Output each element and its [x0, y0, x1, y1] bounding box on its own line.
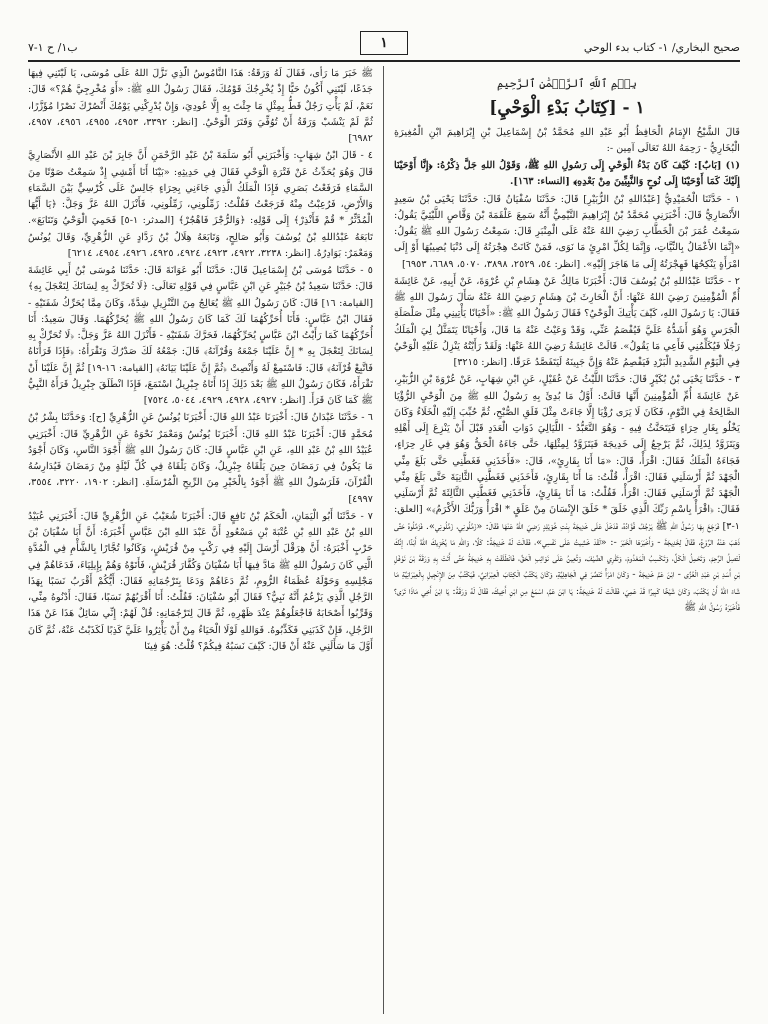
basmala: بِسۡمِ ٱللَّهِ ٱلرَّحۡمَٰنِ ٱلرَّحِيمِ: [496, 77, 638, 90]
header-chapter-ref: ب١/ ح ١-٧: [28, 40, 78, 54]
bab-heading: (١) [بَابٌ]: كَيْفَ كَانَ بَدْءُ الْوَحْيِ إِلَى رَسُولِ اللهِ ﷺ، وَقَوْلُ اللهِ جَلَّ ذِكْرُهُ: ﴿إِنَّا أَوْحَيْنَا إِلَيْكَ كَمَا أَوْحَيْنَا إِلَى نُوحٍ وَالنَّبِيِّينَ مِنْ بَعْدِهِ﴾ [النساء: ١٦٣].: [394, 160, 740, 188]
hadith-2: ٢ - حَدَّثَنَا عَبْدُاللهِ بْنُ يُوسُفَ قَالَ: أَخْبَرَنَا مَالِكٌ عَنْ هِشَامِ بْنِ عُرْوَةَ، عَنْ أَبِيهِ، عَنْ عَائِشَةَ أُمِّ الْمُؤْمِنِينَ رَضِيَ اللهُ عَنْهَا: أَنَّ الْحَارِثَ بْنَ هِشَامٍ رَضِيَ اللهُ عَنْهُ سَأَلَ رَسُولَ اللهِ ﷺ فَقَالَ: يَا رَسُولَ اللهِ، كَيْفَ يَأْتِيكَ الْوَحْيُ؟ فَقَالَ رَسُولُ اللهِ ﷺ: «أَحْيَانًا يَأْتِينِي مِثْلَ صَلْصَلَةِ الْجَرَسِ وَهُوَ أَشَدُّهُ عَلَيَّ فَيُفْصَمُ عَنِّي، وَقَدْ وَعَيْتُ عَنْهُ مَا قَالَ، وَأَحْيَانًا يَتَمَثَّلُ لِيَ الْمَلَكُ رَجُلًا فَيُكَلِّمُنِي فَأَعِي مَا يَقُولُ». قَالَتْ عَائِشَةُ رَضِيَ اللهُ عَنْهَا: وَلَقَدْ رَأَيْتُهُ يَنْزِلُ عَلَيْهِ الْوَحْيُ فِي الْيَوْمِ الشَّدِيدِ الْبَرْدِ فَيَفْصِمُ عَنْهُ وَإِنَّ جَبِينَهُ لَيَتَفَصَّدُ عَرَقًا. [انظر: ٣٢١٥]: [394, 275, 740, 368]
left-column: [28, 66, 384, 1014]
hadith-1: ١ - حَدَّثَنَا الْحُمَيْدِيُّ [عَبْدُاللهِ بْنُ الزُّبَيْرِ] قَالَ: حَدَّثَنَا سُفْيَانُ قَالَ: حَدَّثَنَا يَحْيَى بْنُ سَعِيدٍ الأَنْصَارِيُّ قَالَ: أَخْبَرَنِي مُحَمَّدُ بْنُ إِبْرَاهِيمَ التَّيْمِيُّ أَنَّهُ سَمِعَ عَلْقَمَةَ بْنَ وَقَّاصٍ اللَّيْثِيَّ يَقُولُ: سَمِعْتُ عُمَرَ بْنَ الْخَطَّابِ رَضِيَ اللهُ عَنْهُ عَلَى الْمِنْبَرِ قَالَ: سَمِعْتُ رَسُولَ اللهِ ﷺ يَقُولُ: «إِنَّمَا الأَعْمَالُ بِالنِّيَّاتِ، وَإِنَّمَا لِكُلِّ امْرِئٍ مَا نَوَى، فَمَنْ كَانَتْ هِجْرَتُهُ إِلَى دُنْيَا يُصِيبُهَا أَوْ إِلَى امْرَأَةٍ يَنْكِحُهَا فَهِجْرَتُهُ إِلَى مَا هَاجَرَ إِلَيْهِ». [انظر: ٥٤، ٢٥٢٩، ٣٨٩٨، ٥٠٧٠، ٦٦٨٩، ٦٩٥٣]: [394, 193, 740, 270]
page-number: ١: [360, 31, 408, 55]
right-column: [384, 66, 740, 1014]
hadith-5: ٥ - حَدَّثَنَا مُوسَى بْنُ إِسْمَاعِيلَ قَالَ: حَدَّثَنَا أَبُو عَوَانَةَ قَالَ: حَدَّثَنَا مُوسَى بْنُ أَبِي عَائِشَةَ قَالَ: حَدَّثَنَا سَعِيدُ بْنُ جُبَيْرٍ عَنِ ابْنِ عَبَّاسٍ فِي قَوْلِهِ تَعَالَى: ﴿لَا تُحَرِّكْ بِهِ لِسَانَكَ لِتَعْجَلَ بِهِ﴾ [القيامة: ١٦] قَالَ: كَانَ رَسُولُ اللهِ ﷺ يُعَالِجُ مِنَ التَّنْزِيلِ شِدَّةً، وَكَانَ مِمَّا يُحَرِّكُ شَفَتَيْهِ - فَقَالَ ابْنُ عَبَّاسٍ: فَأَنَا أُحَرِّكُهُمَا لَكَ كَمَا كَانَ رَسُولُ اللهِ ﷺ يُحَرِّكُهُمَا. وَقَالَ سَعِيدٌ: أَنَا أُحَرِّكُهُمَا كَمَا رَأَيْتُ ابْنَ عَبَّاسٍ يُحَرِّكُهُمَا، فَحَرَّكَ شَفَتَيْهِ - فَأَنْزَلَ اللهُ عَزَّ وَجَلَّ: ﴿لَا تُحَرِّكْ بِهِ لِسَانَكَ لِتَعْجَلَ بِهِ * إِنَّ عَلَيْنَا جَمْعَهُ وَقُرْآنَهُ﴾ قَالَ: جَمْعُهُ لَكَ صَدْرُكَ وَتَقْرَأَهُ: ﴿فَإِذَا قَرَأْنَاهُ فَاتَّبِعْ قُرْآنَهُ﴾ قَالَ: فَاسْتَمِعْ لَهُ وَأَنْصِتْ ﴿ثُمَّ إِنَّ عَلَيْنَا بَيَانَهُ﴾ [القيامة: ١٦-١٩] ثُمَّ إِنَّ عَلَيْنَا أَنْ تَقْرَأَهُ، فَكَانَ رَسُولُ اللهِ ﷺ بَعْدَ ذَلِكَ إِذَا أَتَاهُ جِبْرِيلُ اسْتَمَعَ، فَإِذَا انْطَلَقَ جِبْرِيلُ قَرَأَهُ النَّبِيُّ ﷺ كَمَا كَانَ قَرَأَ. [انظر: ٤٩٢٧، ٤٩٢٨، ٤٩٢٩، ٥٠٤٤، ٧٥٢٤]: [28, 265, 374, 406]
header-book-title: صحيح البخاري/ ١- كتاب بدء الوحي: [583, 40, 740, 54]
running-header: [28, 34, 740, 62]
hadith-3-continued: ﷺ خَبَرَ مَا رَأَى، فَقَالَ لَهُ وَرَقَةُ: هَذَا النَّامُوسُ الَّذِي نَزَّلَ اللهُ عَلَى مُوسَى، يَا لَيْتَنِي فِيهَا جَذَعًا، لَيْتَنِي أَكُونُ حَيًّا إِذْ يُخْرِجُكَ قَوْمُكَ، فَقَالَ رَسُولُ اللهِ ﷺ: «أَوَ مُخْرِجِيَّ هُمْ؟» قَالَ: نَعَمْ، لَمْ يَأْتِ رَجُلٌ قَطُّ بِمِثْلِ مَا جِئْتَ بِهِ إِلَّا عُودِيَ، وَإِنْ يُدْرِكْنِي يَوْمُكَ أَنْصُرْكَ نَصْرًا مُؤَزَّرًا، ثُمَّ لَمْ يَنْشَبْ وَرَقَةُ أَنْ تُوُفِّيَ وَفَتَرَ الْوَحْيُ. [انظر: ٣٣٩٢، ٤٩٥٣، ٤٩٥٥، ٤٩٥٦، ٤٩٥٧، ٦٩٨٢]: [28, 68, 374, 144]
two-column-body: [28, 66, 740, 1014]
hadith-7: ٧ - حَدَّثَنَا أَبُو الْيَمَانِ، الْحَكَمُ بْنُ نَافِعٍ قَالَ: أَخْبَرَنَا شُعَيْبٌ عَنِ الزُّهْرِيِّ قَالَ: أَخْبَرَنِي عُبَيْدُ اللهِ بْنُ عَبْدِ اللهِ بْنِ عُتْبَةَ بْنِ مَسْعُودٍ أَنَّ عَبْدَ اللهِ ابْنَ عَبَّاسٍ أَخْبَرَهُ: أَنَّ أَبَا سُفْيَانَ بْنَ حَرْبٍ أَخْبَرَهُ: أَنَّ هِرَقْلَ أَرْسَلَ إِلَيْهِ فِي رَكْبٍ مِنْ قُرَيْشٍ، وَكَانُوا تُجَّارًا بِالشَّأْمِ فِي الْمُدَّةِ الَّتِي كَانَ رَسُولُ اللهِ ﷺ مَادَّ فِيهَا أَبَا سُفْيَانَ وَكُفَّارَ قُرَيْشٍ، فَأَتَوْهُ وَهُمْ بِإِيلِيَاءَ، فَدَعَاهُمْ فِي مَجْلِسِهِ وَحَوْلَهُ عُظَمَاءُ الرُّومِ، ثُمَّ دَعَاهُمْ وَدَعَا بِتَرْجُمَانِهِ فَقَالَ: أَيُّكُمْ أَقْرَبُ نَسَبًا بِهَذَا الرَّجُلِ الَّذِي يَزْعُمُ أَنَّهُ نَبِيٌّ؟ فَقَالَ أَبُو سُفْيَانَ: فَقُلْتُ: أَنَا أَقْرَبُهُمْ نَسَبًا، فَقَالَ: أَدْنُوهُ مِنِّي، وَقَرِّبُوا أَصْحَابَهُ فَاجْعَلُوهُمْ عِنْدَ ظَهْرِهِ، ثُمَّ قَالَ لِتَرْجُمَانِهِ: قُلْ لَهُمْ: إِنِّي سَائِلٌ هَذَا عَنْ هَذَا الرَّجُلِ، فَإِنْ كَذَبَنِي فَكَذِّبُوهُ. فَوَاللهِ لَوْلَا الْحَيَاءُ مِنْ أَنْ يَأْثِرُوا عَلَيَّ كَذِبًا لَكَذَبْتُ عَنْهُ، ثُمَّ كَانَ أَوَّلَ مَا سَأَلَنِي عَنْهُ أَنْ قَالَ: كَيْفَ نَسَبُهُ فِيكُمْ؟ قُلْتُ: هُوَ فِينَا: [28, 510, 373, 652]
hadith-4: ٤ - قَالَ ابْنُ شِهَابٍ: وَأَخْبَرَنِي أَبُو سَلَمَةَ بْنُ عَبْدِ الرَّحْمَنِ أَنَّ جَابِرَ بْنَ عَبْدِ اللهِ الأَنْصَارِيَّ قَالَ وَهُوَ يُحَدِّثُ عَنْ فَتْرَةِ الْوَحْيِ فَقَالَ فِي حَدِيثِهِ: «بَيْنَا أَنَا أَمْشِي إِذْ سَمِعْتُ صَوْتًا مِنَ السَّمَاءِ فَرَفَعْتُ بَصَرِي فَإِذَا الْمَلَكُ الَّذِي جَاءَنِي بِحِرَاءٍ جَالِسٌ عَلَى كُرْسِيٍّ بَيْنَ السَّمَاءِ وَالأَرْضِ، فَرُعِبْتُ مِنْهُ فَرَجَعْتُ فَقُلْتُ: زَمِّلُونِي، زَمِّلُونِي، فَأَنْزَلَ اللهُ عَزَّ وَجَلَّ: ﴿يَا أَيُّهَا الْمُدَّثِّرُ * قُمْ فَأَنْذِرْ﴾ إِلَى قَوْلِهِ: ﴿وَالرُّجْزَ فَاهْجُرْ﴾ [المدثر: ١-٥] فَحَمِيَ الْوَحْيُ وَتَتَابَعَ». تَابَعَهُ عَبْدُاللهِ بْنُ يُوسُفَ وَأَبُو صَالِحٍ، وَتَابَعَهُ هِلَالُ بْنُ رَدَّادٍ عَنِ الزُّهْرِيِّ، وَقَالَ يُونُسُ وَمَعْمَرٌ: بَوَادِرُهُ. [انظر: ٣٢٣٨، ٤٩٢٢، ٤٩٢٣، ٤٩٢٤، ٤٩٢٥، ٤٩٢٦، ٤٩٥٤، ٦٢١٤]: [28, 150, 373, 259]
hadith-6: ٦ - حَدَّثَنَا عَبْدَانُ قَالَ: أَخْبَرَنَا عَبْدُ اللهِ قَالَ: أَخْبَرَنَا يُونُسُ عَنِ الزُّهْرِيِّ [ح]: وَحَدَّثَنَا بِشْرُ بْنُ مُحَمَّدٍ قَالَ: أَخْبَرَنَا عَبْدُ اللهِ قَالَ: أَخْبَرَنَا يُونُسُ وَمَعْمَرٌ نَحْوَهُ عَنِ الزُّهْرِيِّ قَالَ: أَخْبَرَنِي عُبَيْدُ اللهِ بْنُ عَبْدِ اللهِ، عَنِ ابْنِ عَبَّاسٍ قَالَ: كَانَ رَسُولُ اللهِ ﷺ أَجْوَدَ النَّاسِ، وَكَانَ أَجْوَدُ مَا يَكُونُ فِي رَمَضَانَ حِينَ يَلْقَاهُ جِبْرِيلُ، وَكَانَ يَلْقَاهُ فِي كُلِّ لَيْلَةٍ مِنْ رَمَضَانَ فَيُدَارِسُهُ الْقُرْآنَ، فَلَرَسُولُ اللهِ ﷺ أَجْوَدُ بِالْخَيْرِ مِنَ الرِّيحِ الْمُرْسَلَةِ. [انظر: ١٩٠٢، ٣٢٢٠، ٣٥٥٤، ٤٩٩٧]: [28, 412, 373, 505]
hadith-3: ٣ - حَدَّثَنَا يَحْيَى بْنُ بُكَيْرٍ قَالَ: حَدَّثَنَا اللَّيْثُ عَنْ عُقَيْلٍ، عَنِ ابْنِ شِهَابٍ، عَنْ عُرْوَةَ بْنِ الزُّبَيْرِ، عَنْ عَائِشَةَ أُمِّ الْمُؤْمِنِينَ أَنَّهَا قَالَتْ: أَوَّلُ مَا بُدِئَ بِهِ رَسُولُ اللهِ ﷺ مِنَ الْوَحْيِ الرُّؤْيَا الصَّالِحَةُ فِي النَّوْمِ، فَكَانَ لَا يَرَى رُؤْيَا إِلَّا جَاءَتْ مِثْلَ فَلَقِ الصُّبْحِ، ثُمَّ حُبِّبَ إِلَيْهِ الْخَلَاءُ وَكَانَ يَخْلُو بِغَارِ حِرَاءٍ فَيَتَحَنَّثُ فِيهِ - وَهُوَ التَّعَبُّدُ - اللَّيَالِيَ ذَوَاتِ الْعَدَدِ قَبْلَ أَنْ يَنْزِعَ إِلَى أَهْلِهِ وَيَتَزَوَّدُ لِذَلِكَ، ثُمَّ يَرْجِعُ إِلَى خَدِيجَةَ فَيَتَزَوَّدُ لِمِثْلِهَا، حَتَّى جَاءَهُ الْحَقُّ وَهُوَ فِي غَارِ حِرَاءٍ، فَجَاءَهُ الْمَلَكُ فَقَالَ: اقْرَأْ، قَالَ: «مَا أَنَا بِقَارِئٍ»، قَالَ: «فَأَخَذَنِي فَغَطَّنِي حَتَّى بَلَغَ مِنِّي الْجَهْدَ ثُمَّ أَرْسَلَنِي فَقَالَ: اقْرَأْ، قُلْتُ: مَا أَنَا بِقَارِئٍ، فَأَخَذَنِي فَغَطَّنِي الثَّانِيَةَ حَتَّى بَلَغَ مِنِّي الْجَهْدَ ثُمَّ أَرْسَلَنِي فَقَالَ: اقْرَأْ، فَقُلْتُ: مَا أَنَا بِقَارِئٍ، فَأَخَذَنِي فَغَطَّنِي الثَّالِثَةَ ثُمَّ أَرْسَلَنِي فَقَالَ: ﴿اقْرَأْ بِاسْمِ رَبِّكَ الَّذِي خَلَقَ * خَلَقَ الإِنْسَانَ مِنْ عَلَقٍ * اقْرَأْ وَرَبُّكَ الأَكْرَمُ﴾» [العلق: ١-٣] فَرَجَعَ بِهَا رَسُولُ اللهِ ﷺ يَرْجُفُ فُؤَادُهُ، فَدَخَلَ عَلَى خَدِيجَةَ بِنْتِ خُوَيْلِدٍ رَضِيَ اللهُ عَنْهَا فَقَالَ: «زَمِّلُونِي، زَمِّلُونِي». فَزَمَّلُوهُ حَتَّى ذَهَبَ عَنْهُ الرَّوْعُ، فَقَالَ لِخَدِيجَةَ - وَأَخْبَرَهَا الْخَبَرَ -: «لَقَدْ خَشِيتُ عَلَى نَفْسِي»، فَقَالَتْ لَهُ خَدِيجَةُ: كَلَّا، وَاللهِ مَا يُخْزِيكَ اللهُ أَبَدًا، إِنَّكَ لَتَصِلُ الرَّحِمَ، وَتَحْمِلُ الْكَلَّ، وَتَكْسِبُ الْمَعْدُومَ، وَتَقْرِي الضَّيْفَ، وَتُعِينُ عَلَى نَوَائِبِ الْحَقِّ، فَانْطَلَقَتْ بِهِ خَدِيجَةُ حَتَّى أَتَتْ بِهِ وَرَقَةَ بْنَ نَوْفَلِ بْنِ أَسَدِ بْنِ عَبْدِ الْعُزَّى - ابْنَ عَمِّ خَدِيجَةَ - وَكَانَ امْرَأً تَنَصَّرَ فِي الْجَاهِلِيَّةِ، وَكَانَ يَكْتُبُ الْكِتَابَ الْعِبْرَانِيَّ، فَيَكْتُبُ مِنَ الإِنْجِيلِ بِالْعِبْرَانِيَّةِ مَا شَاءَ اللهُ أَنْ يَكْتُبَ، وَكَانَ شَيْخًا كَبِيرًا قَدْ عَمِيَ، فَقَالَتْ لَهُ خَدِيجَةُ: يَا ابْنَ عَمِّ، اسْمَعْ مِنِ ابْنِ أَخِيكَ، فَقَالَ لَهُ وَرَقَةُ: يَا ابْنَ أَخِي مَاذَا تَرَى؟ فَأَخْبَرَهُ رَسُولُ اللهِ ﷺ: [394, 374, 740, 613]
intro-paragraph: قَالَ الشَّيْخُ الإِمَامُ الْحَافِظُ أَبُو عَبْدِ اللهِ مُحَمَّدُ بْنُ إِسْمَاعِيلَ بْنِ إِبْرَاهِيمَ ابْنِ الْمُغِيرَةِ الْبُخَارِيُّ - رَحِمَهُ اللهُ تَعَالَى آمِين -:: [394, 126, 740, 154]
chapter-title: ١ - [كِتَابُ بَدْءِ الْوَحْيِ]: [489, 98, 645, 119]
